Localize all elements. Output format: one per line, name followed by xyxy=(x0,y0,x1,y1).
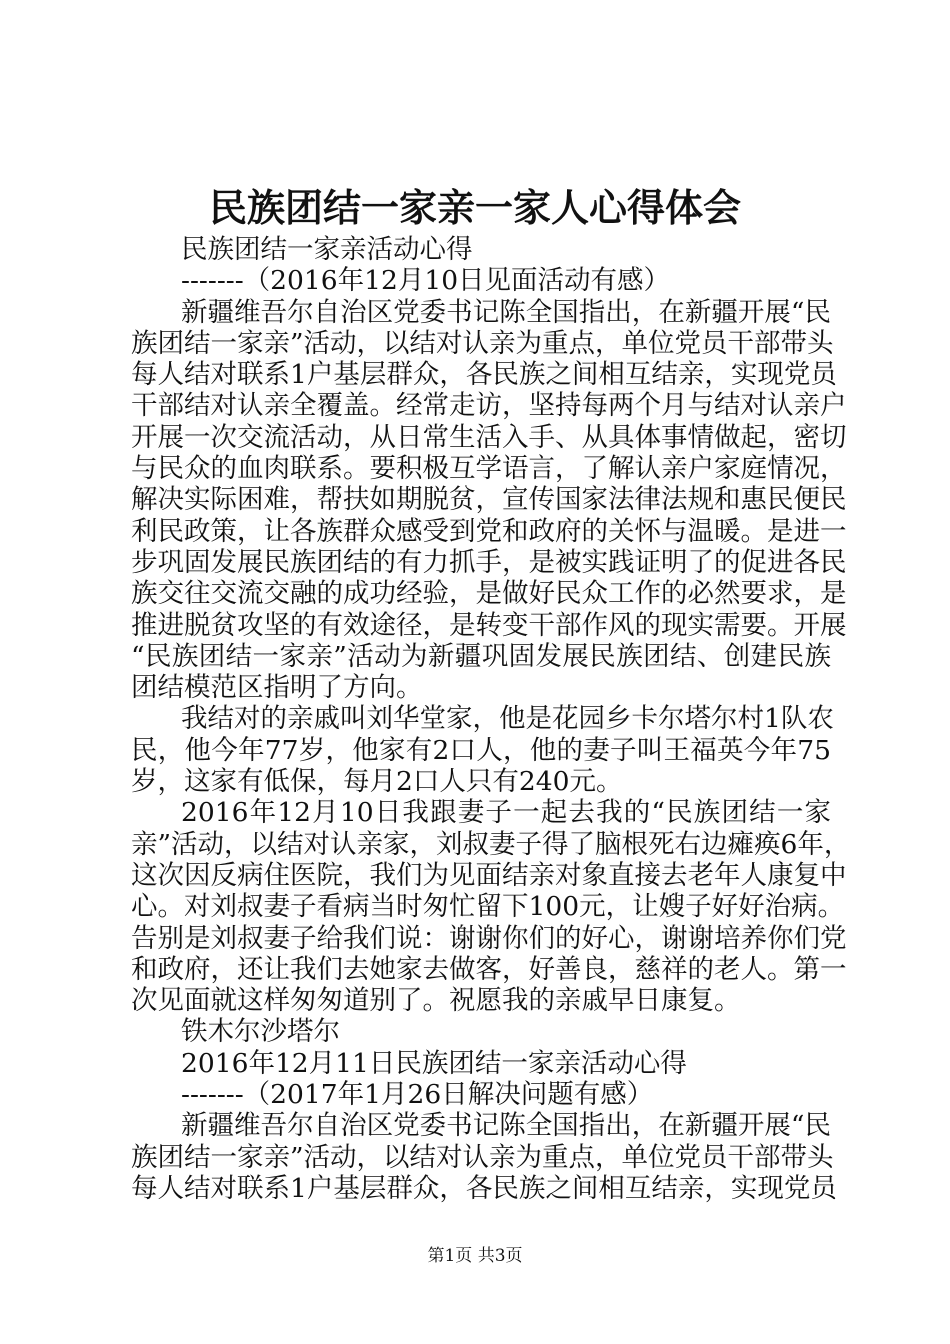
section-heading-line: 2016年12月11日民族团结一家亲活动心得 xyxy=(181,1047,687,1079)
paragraph-line: 利民政策，让各族群众感受到党和政府的关怀与温暖。是进一 xyxy=(131,515,847,547)
subtitle-line: 民族团结一家亲活动心得 xyxy=(181,234,473,265)
paragraph-line: 2016年12月10日我跟妻子一起去我的“民族团结一家 xyxy=(181,797,831,829)
paragraph-line: 开展一次交流活动，从日常生活入手、从具体事情做起，密切 xyxy=(131,421,847,453)
paragraph-line: 我结对的亲戚叫刘华堂家，他是花园乡卡尔塔尔村1队农 xyxy=(181,703,834,735)
paragraph-line: 每人结对联系1户基层群众，各民族之间相互结亲，实现党员 xyxy=(131,1172,837,1204)
paragraph-line: 这次因反病住医院，我们为见面结亲对象直接去老年人康复中 xyxy=(131,859,847,891)
paragraph-line: 岁，这家有低保，每月2口人只有240元。 xyxy=(131,766,623,798)
paragraph-line: 推进脱贫攻坚的有效途径，是转变干部作风的现实需要。开展 xyxy=(131,609,847,641)
document-title: 民族团结一家亲一家人心得体会 xyxy=(208,185,741,230)
paragraph-line: 新疆维吾尔自治区党委书记陈全国指出，在新疆开展“民 xyxy=(181,1110,831,1142)
page-footer: 第1页 共3页 xyxy=(427,1246,523,1266)
paragraph-line: 团结模范区指明了方向。 xyxy=(131,672,423,704)
subtitle-date-line: -------（2016年12月10日见面活动有感） xyxy=(181,265,671,297)
paragraph-line: “民族团结一家亲”活动为新疆巩固发展民族团结、创建民族 xyxy=(131,640,831,672)
paragraph-line: 每人结对联系1户基层群众，各民族之间相互结亲，实现党员 xyxy=(131,359,837,391)
paragraph-line: 亲”活动，以结对认亲家，刘叔妻子得了脑根死右边瘫痪6年， xyxy=(131,828,851,860)
paragraph-line: 族团结一家亲”活动，以结对认亲为重点，单位党员干部带头 xyxy=(131,1141,834,1173)
document-body xyxy=(131,234,851,1204)
paragraph-line: 解决实际困难，帮扶如期脱贫，宣传国家法律法规和惠民便民 xyxy=(131,484,847,516)
paragraph-line: 族交往交流交融的成功经验，是做好民众工作的必然要求，是 xyxy=(131,578,847,610)
paragraph-line: 步巩固发展民族团结的有力抓手，是被实践证明了的促进各民 xyxy=(131,546,847,578)
paragraph-line: 新疆维吾尔自治区党委书记陈全国指出，在新疆开展“民 xyxy=(181,296,831,328)
paragraph-line: 告别是刘叔妻子给我们说：谢谢你们的好心，谢谢培养你们党 xyxy=(131,922,847,954)
paragraph-line: 族团结一家亲”活动，以结对认亲为重点，单位党员干部带头 xyxy=(131,327,834,359)
paragraph-line: 次见面就这样匆匆道别了。祝愿我的亲戚早日康复。 xyxy=(131,985,741,1017)
paragraph-line: 民，他今年77岁，他家有2口人，他的妻子叫王福英今年75 xyxy=(131,734,831,766)
paragraph-line: 与民众的血肉联系。要积极互学语言，了解认亲户家庭情况， xyxy=(131,453,847,485)
author-line: 铁木尔沙塔尔 xyxy=(181,1016,340,1048)
paragraph-line: 心。对刘叔妻子看病当时匆忙留下100元，让嫂子好好治病。 xyxy=(131,891,845,923)
section-date-line: -------（2017年1月26日解决问题有感） xyxy=(181,1079,654,1111)
paragraph-line: 和政府，还让我们去她家去做客，好善良，慈祥的老人。第一 xyxy=(131,953,847,985)
paragraph-line: 干部结对认亲全覆盖。经常走访，坚持每两个月与结对认亲户 xyxy=(131,390,847,422)
